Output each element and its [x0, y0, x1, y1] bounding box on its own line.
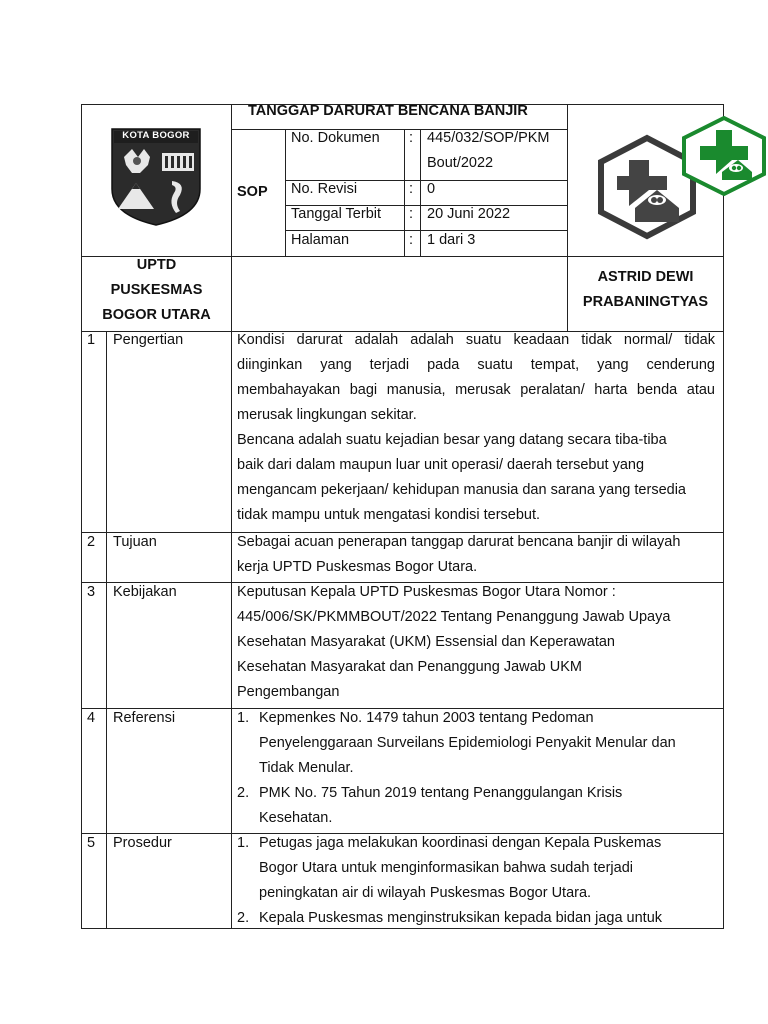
org-line: UPTD [136, 257, 177, 273]
text-line: Kepala Puskesmas menginstruksikan kepada bidan jaga untuk [259, 910, 663, 926]
meta-sep: : [409, 206, 414, 222]
organization-name [82, 253, 231, 328]
text-line: Pengembangan [237, 684, 340, 700]
section-label-prosedur: Prosedur [113, 835, 172, 851]
text-line: mengancam pekerjaan/ kehidupan manusia dan sarana yang tersedia [237, 482, 686, 498]
signer-line: PRABANINGTYAS [582, 294, 709, 310]
sop-label: SOP [237, 184, 268, 200]
document-title: TANGGAP DARURAT BENCANA BANJIR [248, 103, 528, 119]
text-line: Bogor Utara untuk menginformasikan bahwa sudah terjadi [259, 860, 633, 876]
section-label-referensi: Referensi [113, 710, 176, 726]
section-number: 3 [87, 584, 96, 600]
meta-value-halaman: 1 dari 3 [427, 232, 476, 248]
list-item [237, 706, 715, 781]
meta-label-halaman: Halaman [291, 232, 350, 248]
signer-name [568, 265, 723, 315]
text-line: Sebagai acuan penerapan tanggap darurat bencana banjir di wilayah [237, 534, 681, 550]
text-line: peningkatan air di wilayah Puskesmas Bogor Utara. [259, 885, 592, 901]
text-line: membahayakan bagi manusia, merusak peralatan/ harta benda atau [237, 382, 715, 398]
puskesmas-green-logo [682, 116, 766, 196]
text-line: tidak mampu untuk mengatasi kondisi tersebut. [237, 507, 541, 523]
text-line: kerja UPTD Puskesmas Bogor Utara. [237, 559, 478, 575]
section-label-kebijakan: Kebijakan [113, 584, 177, 600]
text-line: Kepmenkes No. 1479 tahun 2003 tentang Pedoman [259, 710, 594, 726]
kota-bogor-logo [110, 127, 202, 227]
section-label-tujuan: Tujuan [113, 534, 157, 550]
list-marker: 2. [237, 785, 250, 801]
section-label-pengertian: Pengertian [113, 332, 184, 348]
text-line: Petugas jaga melakukan koordinasi dengan Kepala Puskemas [259, 835, 662, 851]
kebijakan-text [237, 580, 715, 705]
list-marker: 1. [237, 835, 250, 851]
text-line: Bencana adalah suatu kejadian besar yang datang secara tiba-tiba [237, 432, 667, 448]
text-line: Tidak Menular. [259, 760, 354, 776]
text-line: Kesehatan. [259, 810, 333, 826]
section-number: 5 [87, 835, 96, 851]
meta-value-no-dokumen: 445/032/SOP/PKM [427, 130, 550, 146]
list-item [237, 906, 715, 931]
meta-value-no-dokumen-cont: Bout/2022 [427, 155, 494, 171]
meta-value-tanggal-terbit: 20 Juni 2022 [427, 206, 511, 222]
text-line: Kesehatan Masyarakat (UKM) Essensial dan Keperawatan [237, 634, 615, 650]
meta-sep: : [409, 181, 414, 197]
meta-sep: : [409, 232, 414, 248]
meta-label-no-dokumen: No. Dokumen [291, 130, 380, 146]
text-line: Kondisi darurat adalah adalah suatu keadaan tidak normal/ tidak [237, 332, 715, 348]
text-line: 445/006/SK/PKMMBOUT/2022 Tentang Penanggung Jawab Upaya [237, 609, 671, 625]
meta-label-no-revisi: No. Revisi [291, 181, 358, 197]
list-marker: 2. [237, 910, 250, 926]
meta-sep: : [409, 130, 414, 146]
text-line: PMK No. 75 Tahun 2019 tentang Penanggulangan Krisis [259, 785, 623, 801]
text-line: Keputusan Kepala UPTD Puskesmas Bogor Utara Nomor : [237, 584, 616, 600]
org-line: BOGOR UTARA [102, 307, 211, 323]
section-number: 4 [87, 710, 96, 726]
pengertian-text [237, 328, 715, 528]
text-line: Kesehatan Masyarakat dan Penanggung Jawab UKM [237, 659, 582, 675]
section-number: 2 [87, 534, 96, 550]
signer-line: ASTRID DEWI [597, 269, 694, 285]
meta-label-tanggal-terbit: Tanggal Terbit [291, 206, 382, 222]
org-line: PUSKESMAS [110, 282, 203, 298]
prosedur-list [237, 831, 715, 931]
text-line: baik dari dalam maupun luar unit operasi/ daerah tersebut yang [237, 457, 645, 473]
meta-value-no-revisi: 0 [427, 181, 436, 197]
section-number: 1 [87, 332, 96, 348]
text-line: merusak lingkungan sekitar. [237, 407, 417, 423]
logo-caption: KOTA BOGOR [122, 130, 190, 141]
list-item [237, 781, 715, 831]
referensi-list [237, 706, 715, 831]
list-item [237, 831, 715, 906]
list-marker: 1. [237, 710, 250, 726]
text-line: Penyelenggaraan Surveilans Epidemiologi Penyakit Menular dan [259, 735, 676, 751]
tujuan-text [237, 530, 715, 580]
text-line: diinginkan yang terjadi pada suatu tempat, yang cenderung [237, 357, 715, 373]
